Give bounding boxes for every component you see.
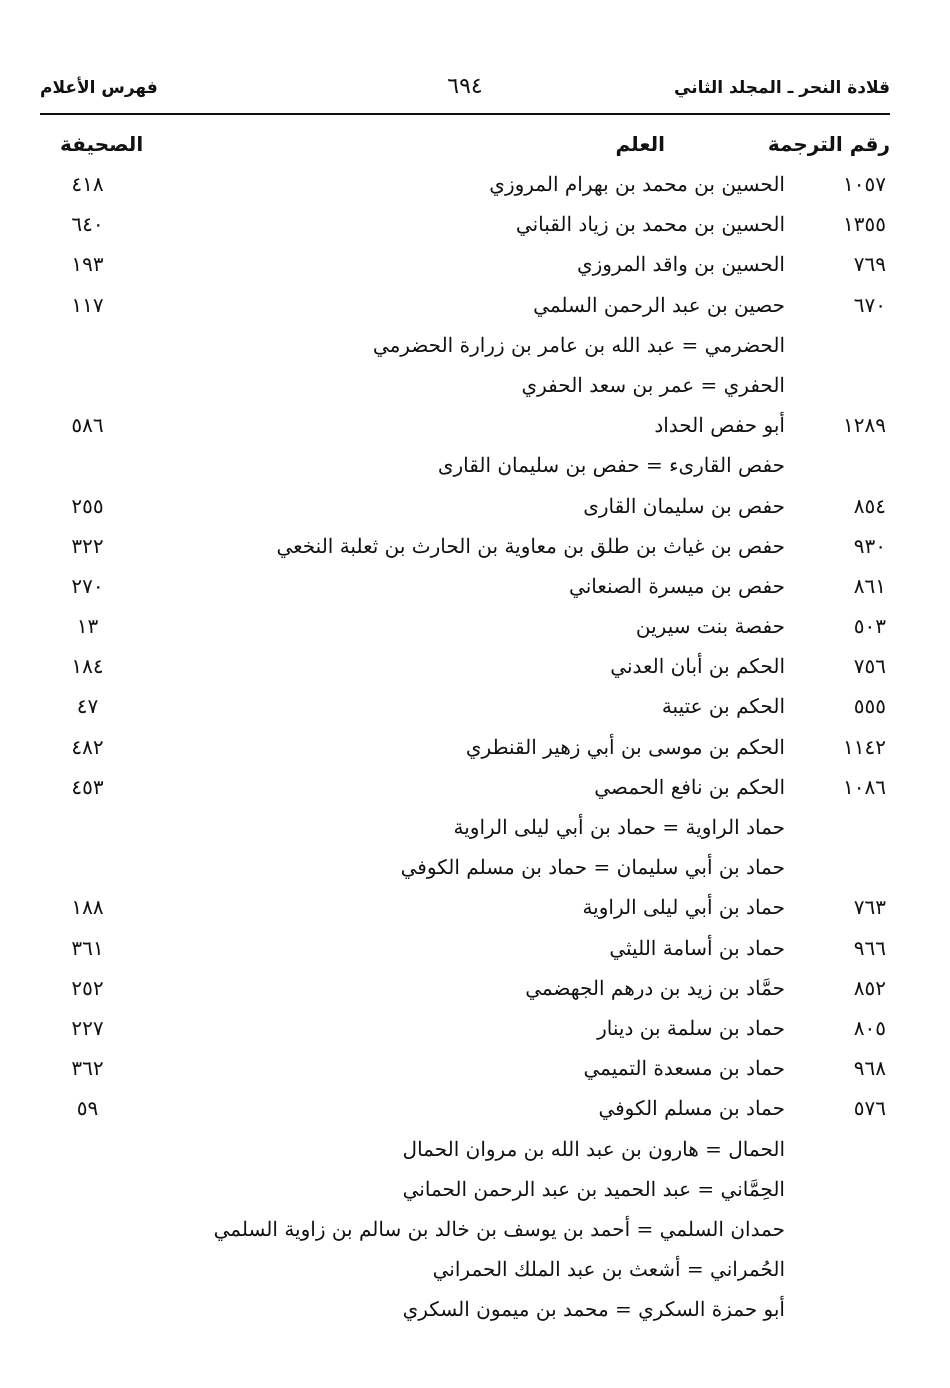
entry-number: ٧٥٦ xyxy=(853,654,886,679)
entry-name: الحضرمي = عبد الله بن عامر بن زرارة الحضرمي xyxy=(372,332,785,357)
entry-name: الحسين بن واقد المروزي xyxy=(576,252,785,277)
column-headers xyxy=(40,132,890,164)
index-row xyxy=(40,488,890,528)
entry-name: الحِمَّاني = عبد الحميد بن عبد الرحمن الحماني xyxy=(402,1176,785,1201)
index-row xyxy=(40,1090,890,1130)
entry-page: ١٨٨ xyxy=(71,895,104,920)
entry-name: الحسين بن محمد بن زياد القباني xyxy=(515,212,785,237)
entry-number: ١٠٥٧ xyxy=(843,172,886,196)
entry-page: ٢٥٥ xyxy=(71,493,104,518)
index-row xyxy=(40,849,890,889)
book-title: قلادة النحر ـ المجلد الثاني xyxy=(674,78,890,98)
index-row xyxy=(40,367,890,407)
index-row xyxy=(40,1211,890,1251)
index-list xyxy=(40,166,890,1331)
entry-number: ٩٣٠ xyxy=(853,533,886,558)
entry-name: الحسين بن محمد بن بهرام المروزي xyxy=(489,172,785,196)
entry-page: ٤٨٢ xyxy=(71,734,104,759)
entry-page: ٦٤٠ xyxy=(71,212,104,237)
index-row xyxy=(40,769,890,809)
entry-number: ٩٦٦ xyxy=(853,935,886,960)
entry-number: ٧٦٩ xyxy=(853,252,886,277)
entry-number: ٨٥٢ xyxy=(853,975,886,1000)
index-row xyxy=(40,206,890,246)
entry-name: حماد بن سلمة بن دينار xyxy=(597,1015,785,1040)
index-row xyxy=(40,1010,890,1050)
entry-name: الحفري = عمر بن سعد الحفري xyxy=(521,372,785,397)
entry-page: ١٩٣ xyxy=(71,252,104,277)
entry-number: ٨٠٥ xyxy=(853,1015,886,1040)
index-row xyxy=(40,889,890,929)
index-row xyxy=(40,246,890,286)
index-row xyxy=(40,688,890,728)
entry-name: الحكم بن نافع الحمصي xyxy=(594,774,785,799)
entry-name: حصين بن عبد الرحمن السلمي xyxy=(533,292,785,317)
entry-page: ٥٨٦ xyxy=(71,413,104,438)
entry-number: ١٣٥٥ xyxy=(843,212,886,237)
entry-page: ٤١٨ xyxy=(71,172,104,196)
entry-page: ٥٩ xyxy=(76,1096,99,1121)
entry-page: ٤٥٣ xyxy=(71,774,104,799)
header-divider xyxy=(40,113,890,115)
index-row xyxy=(40,608,890,648)
column-header-page: الصحيفة xyxy=(60,132,144,156)
entry-name: حمَّاد بن زيد بن درهم الجهضمي xyxy=(525,975,785,1000)
entry-name: حفص القارىء = حفص بن سليمان القارى xyxy=(437,453,785,478)
index-row xyxy=(40,327,890,367)
entry-name: الحمال = هارون بن عبد الله بن مروان الحمال xyxy=(402,1136,785,1161)
entry-name: الحكم بن أبان العدني xyxy=(610,654,785,679)
entry-number: ٧٦٣ xyxy=(853,895,886,920)
index-row xyxy=(40,970,890,1010)
entry-number: ٥٥٥ xyxy=(853,694,886,719)
entry-name: الحكم بن موسى بن أبي زهير القنطري xyxy=(465,734,785,759)
entry-page: ١٣ xyxy=(76,614,99,639)
entry-name: حفص بن غياث بن طلق بن معاوية بن الحارث بن ثعلبة النخعي xyxy=(276,533,785,558)
entry-name: الحُمراني = أشعث بن عبد الملك الحمراني xyxy=(432,1257,785,1282)
index-row xyxy=(40,729,890,769)
index-row xyxy=(40,1171,890,1211)
column-header-number: رقم الترجمة xyxy=(767,132,890,156)
page-header xyxy=(40,74,890,108)
index-row xyxy=(40,1251,890,1291)
page-number: ٦٩٤ xyxy=(447,74,483,99)
entry-name: حماد بن مسعدة التميمي xyxy=(583,1056,785,1081)
entry-number: ١٢٨٩ xyxy=(843,413,886,438)
entry-name: حماد بن مسلم الكوفي xyxy=(598,1096,785,1121)
entry-name: الحكم بن عتيبة xyxy=(661,694,785,719)
entry-page: ٢٢٧ xyxy=(71,1015,104,1040)
entry-number: ١١٤٢ xyxy=(843,734,886,759)
index-row xyxy=(40,528,890,568)
entry-page: ٣٦١ xyxy=(71,935,104,960)
index-row xyxy=(40,568,890,608)
index-row xyxy=(40,648,890,688)
index-row xyxy=(40,930,890,970)
entry-page: ٣٢٢ xyxy=(71,533,104,558)
entry-number: ٩٦٨ xyxy=(853,1056,886,1081)
entry-number: ٨٦١ xyxy=(853,573,886,598)
index-row xyxy=(40,1050,890,1090)
entry-page: ٤٧ xyxy=(76,694,99,719)
entry-page: ١١٧ xyxy=(71,292,104,317)
index-row xyxy=(40,447,890,487)
index-row xyxy=(40,1291,890,1331)
entry-name: أبو حمزة السكري = محمد بن ميمون السكري xyxy=(402,1297,785,1322)
index-row xyxy=(40,1131,890,1171)
entry-name: حماد الراوية = حماد بن أبي ليلى الراوية xyxy=(453,815,785,839)
entry-page: ٣٦٢ xyxy=(71,1056,104,1081)
entry-number: ٥٧٦ xyxy=(853,1096,886,1121)
entry-name: حماد بن أبي ليلى الراوية xyxy=(582,895,785,920)
entry-name: حماد بن أسامة الليثي xyxy=(609,935,785,960)
entry-number: ٦٧٠ xyxy=(853,292,886,317)
index-row xyxy=(40,809,890,849)
entry-page: ٢٧٠ xyxy=(71,573,104,598)
entry-page: ٢٥٢ xyxy=(71,975,104,1000)
entry-number: ٨٥٤ xyxy=(853,493,886,518)
section-title: فهرس الأعلام xyxy=(40,78,158,98)
entry-number: ١٠٨٦ xyxy=(843,774,886,799)
entry-name: حفص بن ميسرة الصنعاني xyxy=(569,573,785,598)
index-row xyxy=(40,287,890,327)
entry-name: حفص بن سليمان القارى xyxy=(583,493,785,518)
index-row xyxy=(40,407,890,447)
column-header-name: العلم xyxy=(615,132,665,156)
entry-name: حفصة بنت سيرين xyxy=(635,614,785,639)
entry-name: حمدان السلمي = أحمد بن يوسف بن خالد بن سالم بن زاوية السلمي xyxy=(213,1216,785,1241)
entry-number: ٥٠٣ xyxy=(853,614,886,639)
entry-name: حماد بن أبي سليمان = حماد بن مسلم الكوفي xyxy=(400,855,785,880)
entry-page: ١٨٤ xyxy=(71,654,104,679)
entry-name: أبو حفص الحداد xyxy=(654,413,785,438)
index-row xyxy=(40,166,890,206)
